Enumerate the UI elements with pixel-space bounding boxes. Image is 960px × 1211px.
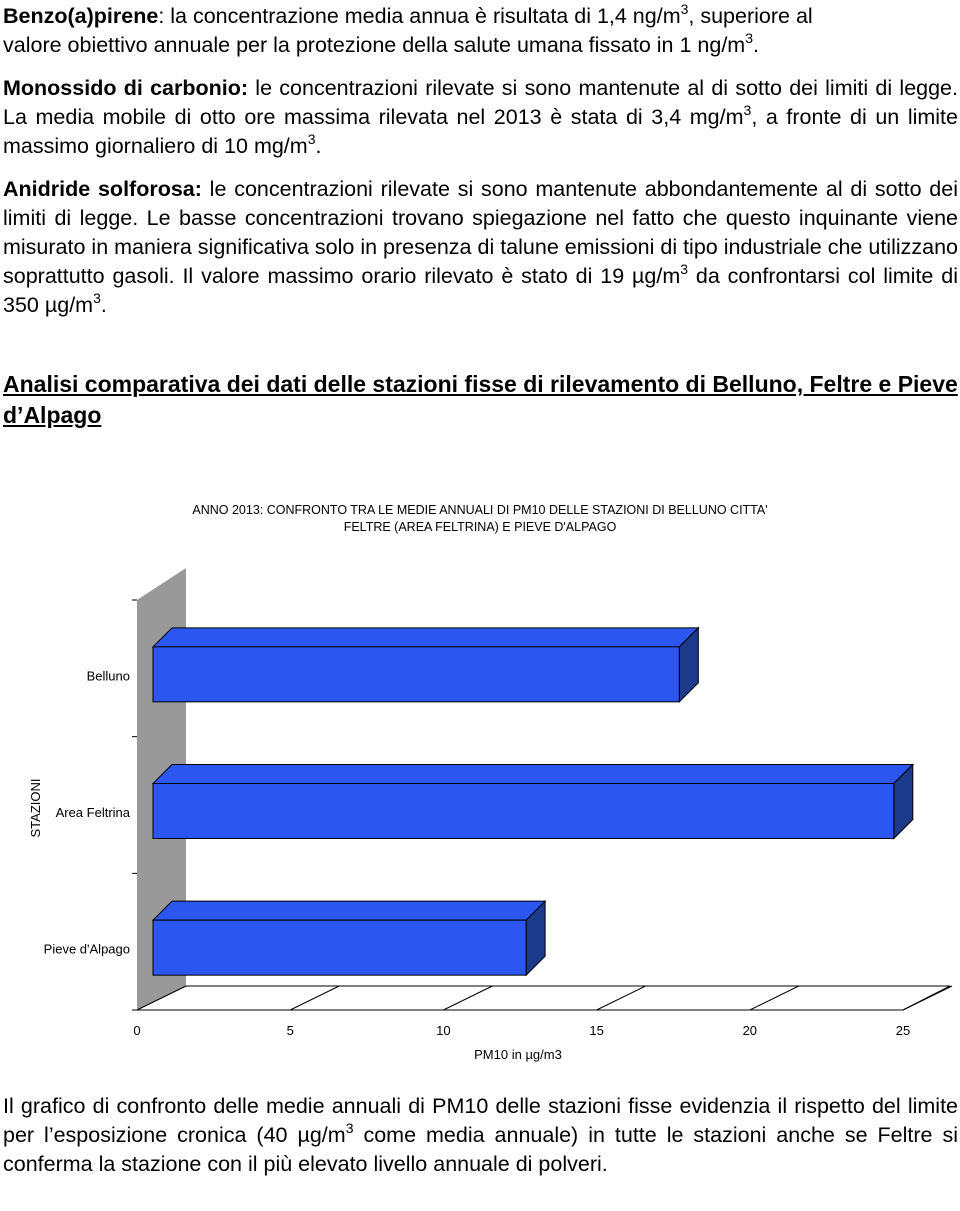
paragraph-conclusion	[3, 1092, 958, 1179]
floor-grid-line	[443, 986, 492, 1010]
paragraph-text: .	[100, 293, 107, 317]
term-anidride-solforosa: Anidride solforosa:	[3, 177, 202, 201]
paragraph-benzo-a-pirene	[3, 2, 958, 60]
x-axis-label: PM10 in µg/m3	[474, 1047, 562, 1062]
floor-grid-line	[290, 986, 339, 1010]
category-label: Area Feltrina	[55, 805, 130, 820]
chart-bars	[153, 628, 913, 975]
bar-front-face	[153, 784, 894, 839]
paragraph-text: come media annuale) in tutte le stazioni anche se Feltre si conferma la stazione con il più elevato livello annuale di polveri.	[3, 1123, 958, 1176]
paragraph-text: le concentrazioni rilevate si sono mantenute al di sotto dei limiti di legge. La media mobile di otto ore massima rilevata nel 2013 è stata di 3,4 mg/m	[3, 76, 958, 129]
bar-top-face	[153, 901, 545, 920]
bar-front-face	[153, 647, 679, 702]
paragraph-text: valore obiettivo annuale per la protezione della salute umana fissato in 1 ng/m	[3, 33, 746, 57]
chart-subtitle: FELTRE (AREA FELTRINA) E PIEVE D'ALPAGO	[343, 520, 617, 534]
section-heading: Analisi comparativa dei dati delle stazioni fisse di rilevamento di Belluno, Feltre e Pieve d’Alpago	[3, 371, 958, 428]
category-ticks	[132, 600, 137, 1010]
paragraph-monossido-di-carbonio	[3, 74, 958, 161]
category-label: Pieve d'Alpago	[43, 941, 130, 957]
superscript: 3	[680, 261, 689, 277]
superscript: 3	[743, 102, 752, 118]
paragraph-text: Il grafico di confronto delle medie annuali di PM10 delle stazioni fisse evidenzia il rispetto del limite per l’esposizione cronica (40 µg/m	[3, 1094, 958, 1147]
category-labels	[44, 668, 131, 956]
x-tick-label: 15	[589, 1023, 604, 1038]
term-monossido-di-carbonio: Monossido di carbonio:	[3, 76, 249, 100]
x-tick-label: 20	[742, 1023, 758, 1038]
paragraph-line	[3, 31, 958, 60]
paragraph-text: le concentrazioni rilevate si sono mantenute abbondantemente al di sotto dei limiti di legge. Le basse concentrazioni trovano spiegazione nel fatto che questo inquinante viene misurato in maniera significativa solo in presenza di talune emissioni di tipo industriale che utilizzano soprattutto gasoli. Il valore massimo orario rilevato è stato di 19 µg/m	[3, 177, 958, 288]
x-axis-tick-labels	[133, 1023, 910, 1038]
superscript: 3	[307, 131, 316, 147]
paragraph-text: .	[315, 134, 322, 158]
paragraph-text: da confrontarsi col limite di 350 µg/m	[3, 264, 958, 317]
category-label: Belluno	[86, 668, 130, 684]
paragraph-line	[3, 2, 958, 31]
x-tick-label: 10	[436, 1023, 451, 1038]
chart-title: ANNO 2013: CONFRONTO TRA LE MEDIE ANNUALI DI PM10 DELLE STAZIONI DI BELLUNO CITTA'	[192, 503, 768, 517]
bar-top-face	[153, 765, 913, 784]
x-tick-label: 25	[895, 1023, 911, 1038]
chart-floor	[137, 986, 952, 1010]
superscript: 3	[680, 1, 689, 17]
y-axis-label: STAZIONI	[28, 778, 43, 838]
floor-grid-line	[597, 986, 646, 1010]
term-benzo-a-pirene: Benzo(a)pirene	[3, 4, 159, 28]
bar	[153, 765, 913, 839]
paragraph-text: : la concentrazione media annua è risultata di 1,4 ng/m	[158, 4, 681, 28]
floor-grid-line	[903, 986, 952, 1010]
superscript: 3	[745, 30, 754, 46]
floor-grid-line	[750, 986, 799, 1010]
superscript: 3	[345, 1120, 354, 1136]
paragraph-text: .	[753, 33, 759, 57]
bar-front-face	[153, 920, 526, 975]
paragraph-text: , superiore al	[688, 4, 813, 28]
paragraph-anidride-solforosa	[3, 175, 958, 320]
pm10-bar-chart	[0, 490, 960, 1080]
x-tick-label: 0	[133, 1023, 141, 1038]
x-tick-label: 5	[286, 1023, 294, 1038]
bar-top-face	[153, 628, 698, 647]
superscript: 3	[93, 290, 101, 306]
bar	[153, 901, 545, 975]
bar	[153, 628, 698, 702]
paragraph-text: , a fronte di un limite massimo giornaliero di 10 mg/m	[3, 105, 958, 158]
